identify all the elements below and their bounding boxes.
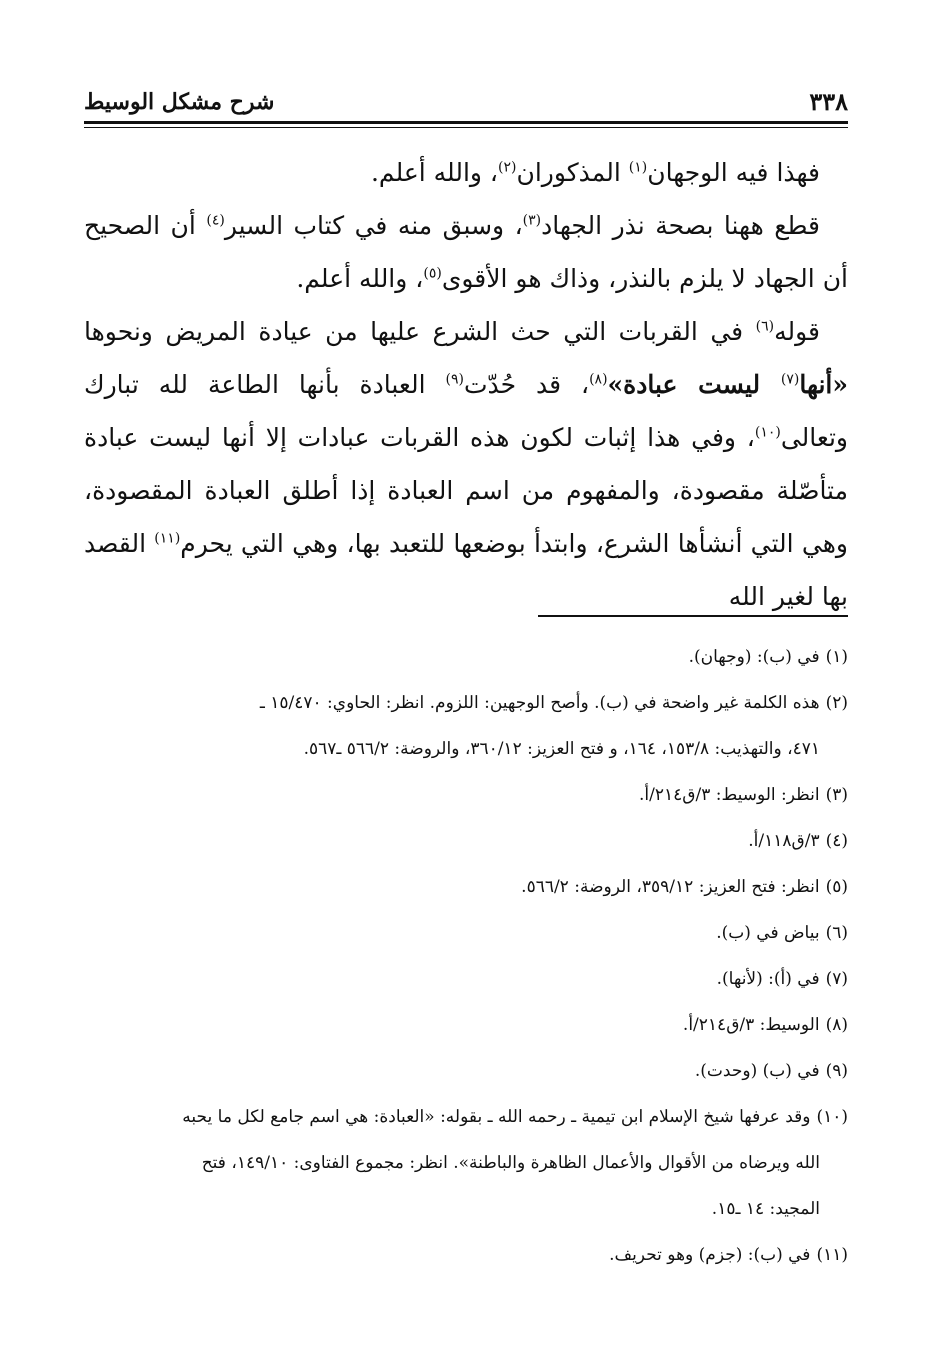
footnote-text: هذه الكلمة غير واضحة في (ب). وأصح الوجهين: اللزوم. انظر: الحاوي: ١٥/٤٧٠ ـ — [259, 693, 820, 713]
footnote-number: (١٠) — [816, 1107, 848, 1127]
text-run: قوله — [774, 317, 820, 346]
footnote-text-continued: ٤٧١، والتهذيب: ١٥٣/٨، ١٦٤، و فتح العزيز: ٣٦٠/١٢، والروضة: ٥٦٦/٢ ـ٥٦٧. — [303, 739, 820, 759]
footnote-number: (٥) — [825, 877, 848, 897]
book-page — [84, 0, 848, 1372]
text-run: ، والله أعلم. — [296, 264, 424, 293]
text-run: أن الصحيح أن الجهاد لا يلزم بالنذر، وذاك هو الأقوى — [84, 211, 848, 293]
footnote-ref-5: (٥) — [423, 265, 442, 282]
quoted-text: ليست عبادة» — [607, 370, 781, 399]
footnote-text: في (ب) (وحدت). — [694, 1061, 820, 1081]
main-text — [84, 146, 848, 623]
running-title: شرح مشكل الوسيط — [84, 89, 275, 115]
footnote-number: (٤) — [825, 831, 848, 851]
text-run: ، وفي هذا إثبات لكون هذه القربات عبادات إلا أنها ليست عبادة متأصّلة مقصودة، والمفهوم من اسم العبادة إذا أطلق العبادة المقصودة، وهي التي أنشأها الشرع، وابتدأ بوضعها للتعبد بها، وهي التي يحرم — [84, 423, 848, 558]
footnote-8 — [84, 1002, 848, 1048]
text-run: ، والله أعلم. — [370, 158, 498, 187]
text-run: القصد بها لغير الله — [84, 529, 848, 611]
quoted-text: «أنها — [799, 370, 848, 399]
footnote-4 — [84, 818, 848, 864]
paragraph-2 — [84, 199, 848, 305]
footnote-ref-10: (١٠) — [754, 424, 781, 441]
footnote-ref-6: (٦) — [755, 318, 775, 335]
text-run: ، قد حُدّت — [463, 370, 590, 399]
footnote-ref-11: (١١) — [154, 530, 181, 547]
footnote-number: (٩) — [825, 1061, 848, 1081]
footnote-text: في (ب): (وجهان). — [688, 647, 820, 667]
text-run: في القربات التي حث الشرع عليها من عيادة المريض ونحوها — [84, 317, 756, 346]
footnote-ref-9: (٩) — [445, 371, 464, 388]
text-run: قطع ههنا بصحة نذر الجهاد — [541, 211, 820, 240]
footnote-text: الوسيط: ٣/ق٢١٤/أ. — [682, 1015, 820, 1035]
footnote-number: (٦) — [825, 923, 848, 943]
footnote-text: انظر: الوسيط: ٣/ق٢١٤/أ. — [639, 785, 820, 805]
footnote-separator — [538, 615, 848, 617]
footnote-text: في (أ): (لأنها). — [716, 969, 820, 989]
footnote-number: (٨) — [825, 1015, 848, 1035]
page-number: ٣٣٨ — [809, 87, 848, 116]
footnote-text: وقد عرفها شيخ الإسلام ابن تيمية ـ رحمه الله ـ بقوله: «العبادة: هي اسم جامع لكل ما يحبه — [182, 1107, 811, 1127]
paragraph-3 — [84, 305, 848, 623]
footnote-ref-3: (٣) — [522, 212, 542, 229]
header-rule-thick — [84, 121, 848, 124]
text-run: ، وسبق منه في كتاب السير — [224, 211, 523, 240]
footnote-text: بياض في (ب). — [716, 923, 820, 943]
footnote-text: في (ب): (جزم) وهو تحريف. — [609, 1245, 811, 1265]
paragraph-1 — [84, 146, 848, 199]
text-run: العبادة بأنها الطاعة لله تبارك وتعالى — [84, 370, 848, 452]
footnote-text-continued: المجيد: ١٤ ـ١٥. — [711, 1199, 820, 1219]
footnotes — [84, 634, 848, 1278]
footnote-2 — [84, 680, 848, 772]
page-header — [84, 88, 848, 118]
footnote-number: (١) — [825, 647, 848, 667]
footnote-number: (٧) — [825, 969, 848, 989]
footnote-number: (٢) — [825, 693, 848, 713]
footnote-ref-1: (١) — [628, 159, 648, 176]
footnote-7 — [84, 956, 848, 1002]
footnote-5 — [84, 864, 848, 910]
footnote-text-continued: الله ويرضاه من الأقوال والأعمال الظاهرة والباطنة». انظر: مجموع الفتاوى: ١٤٩/١٠، فتح — [201, 1153, 820, 1173]
text-run: المذكوران — [516, 158, 629, 187]
header-rule-thin — [84, 127, 848, 128]
footnote-number: (١١) — [816, 1245, 848, 1265]
footnote-1 — [84, 634, 848, 680]
footnote-9 — [84, 1048, 848, 1094]
footnote-ref-7: (٧) — [780, 371, 800, 388]
footnote-3 — [84, 772, 848, 818]
footnote-text: انظر: فتح العزيز: ٣٥٩/١٢، الروضة: ٥٦٦/٢. — [521, 877, 820, 897]
footnote-ref-8: (٨) — [589, 371, 608, 388]
footnote-11 — [84, 1232, 848, 1278]
footnote-10 — [84, 1094, 848, 1232]
text-run: فهذا فيه الوجهان — [647, 158, 820, 187]
footnote-number: (٣) — [825, 785, 848, 805]
footnote-ref-4: (٤) — [206, 212, 225, 229]
footnote-text: ٣/ق١١٨/أ. — [748, 831, 820, 851]
footnote-ref-2: (٢) — [498, 159, 517, 176]
footnote-6 — [84, 910, 848, 956]
